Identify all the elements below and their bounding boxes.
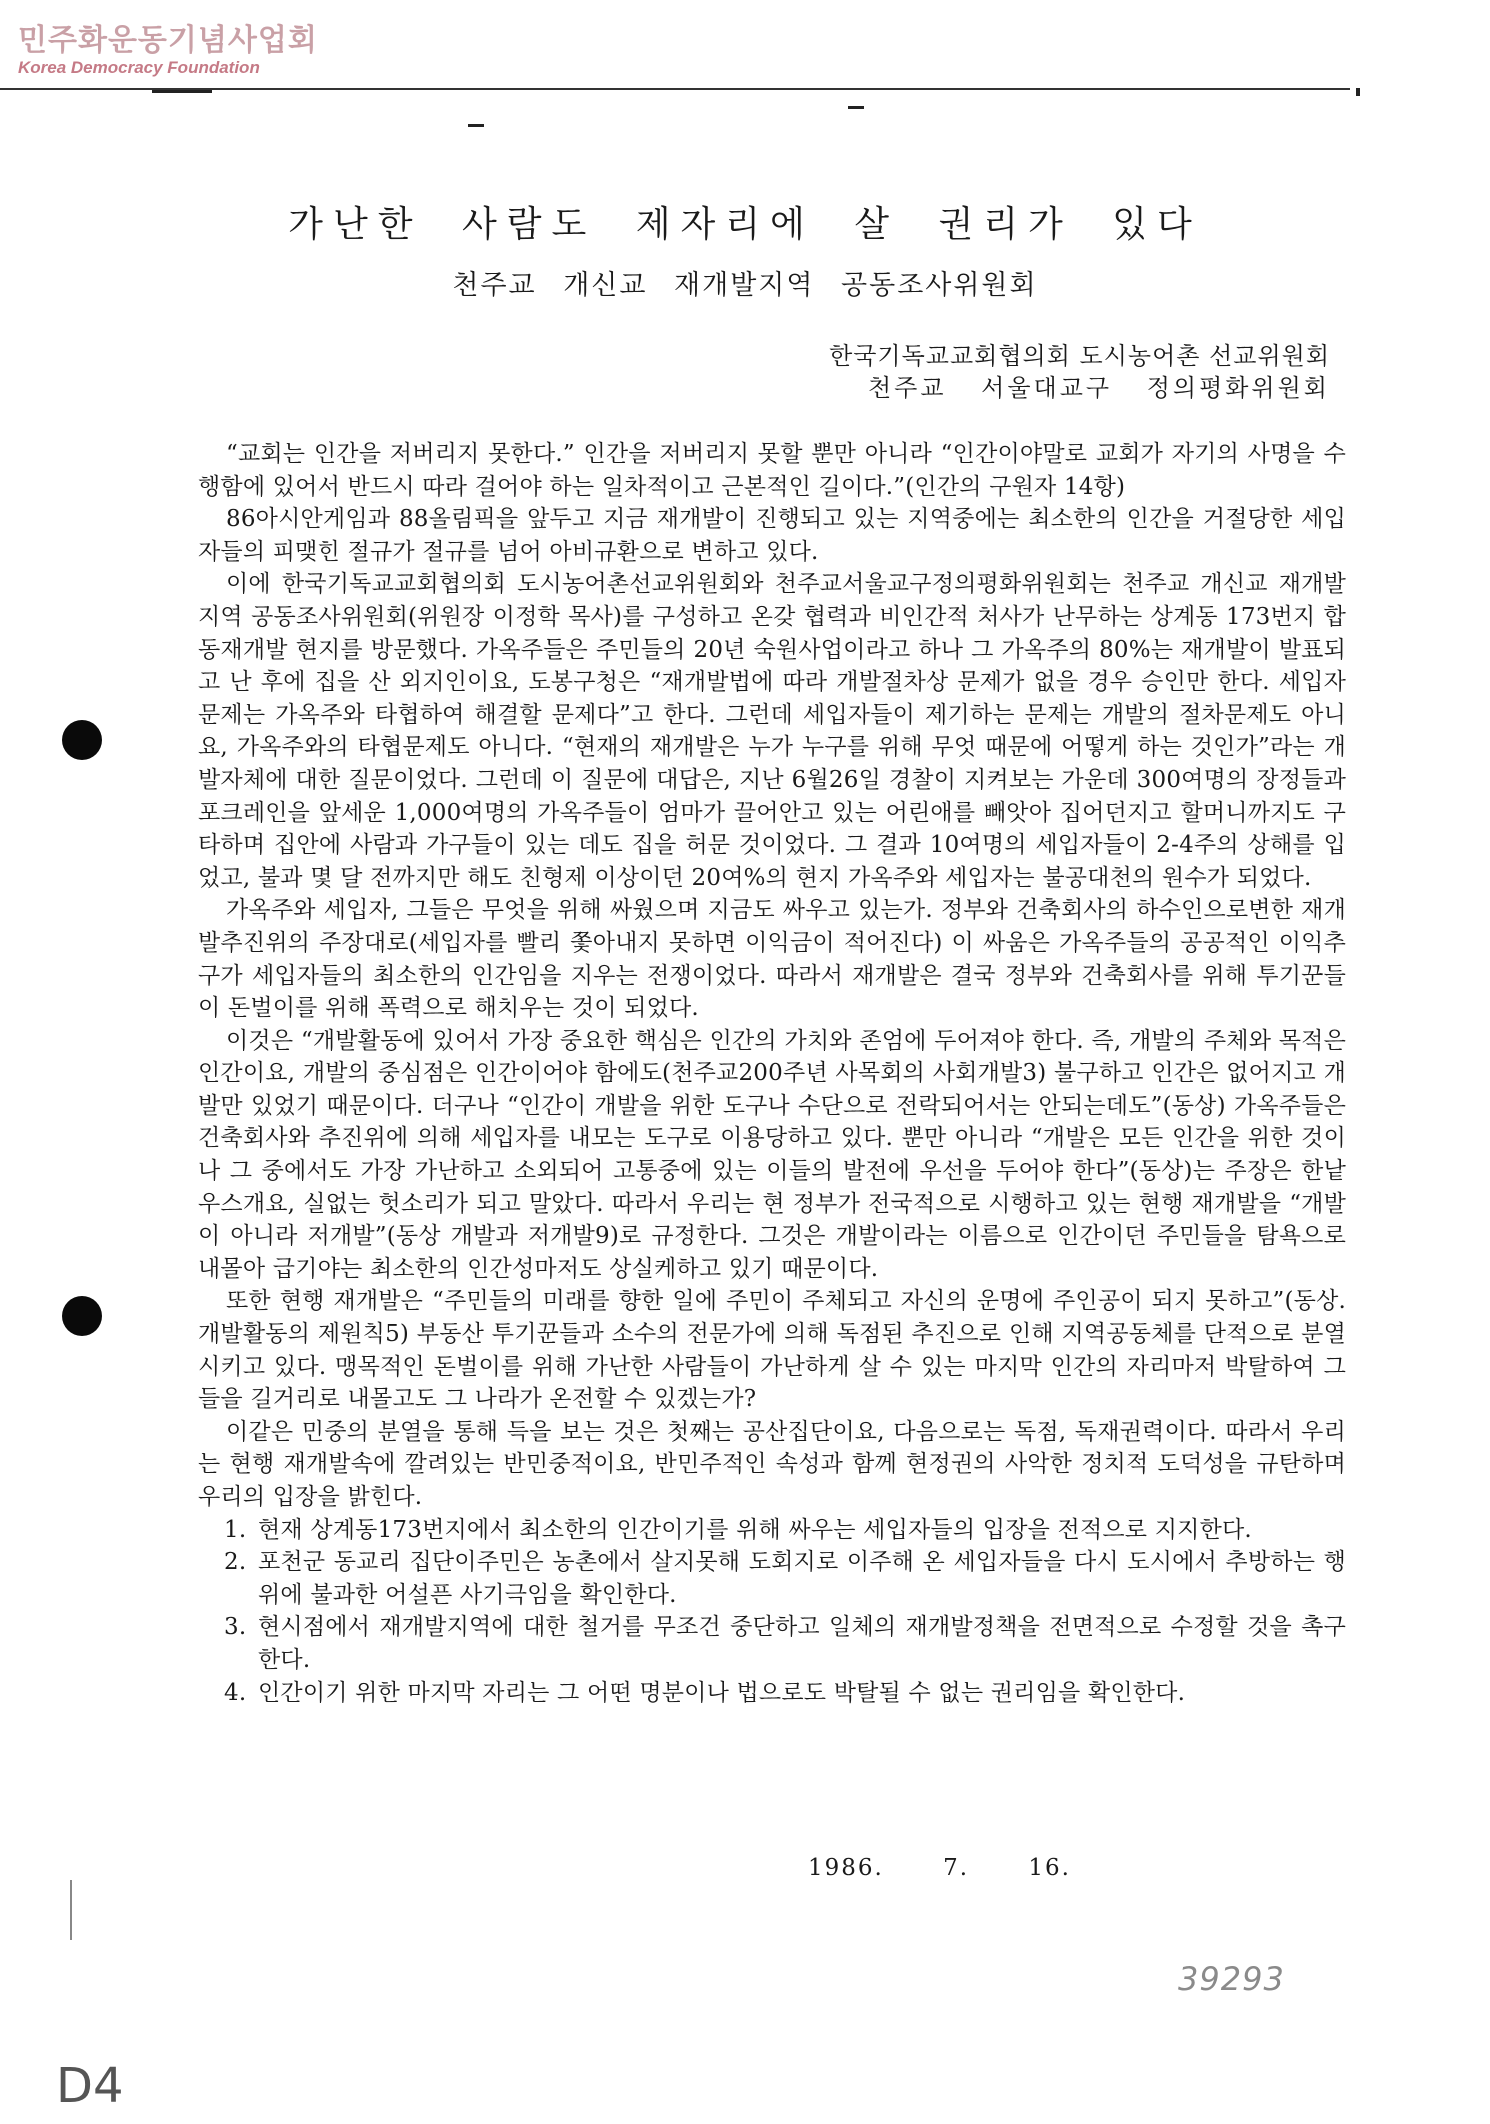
scan-edge-mark — [70, 1880, 72, 1940]
handwritten-corner-mark: D4 — [56, 2058, 124, 2114]
resolution-item — [198, 1677, 1346, 1710]
resolution-number: 1. — [224, 1516, 247, 1543]
punch-hole — [62, 1296, 102, 1336]
resolution-number: 3. — [224, 1614, 247, 1641]
watermark-english: Korea Democracy Foundation — [18, 58, 260, 77]
paragraph: 86아시안게임과 88올림픽을 앞두고 지금 재개발이 진행되고 있는 지역중에는 최소한의 인간을 거절당한 세입자들의 피맺힌 절규가 절규를 넘어 아비규환으로 변하고 있다. — [198, 506, 1346, 565]
resolution-number: 2. — [224, 1549, 247, 1576]
organization-line: 천주교 서울대교구 정의평화위원회 — [867, 374, 1330, 402]
watermark — [18, 24, 318, 78]
paragraph: “교회는 인간을 저버리지 못한다.” 인간을 저버리지 못할 뿐만 아니라 “인간이야말로 교회가 자기의 사명을 수행함에 있어서 반드시 따라 걸어야 하는 일차적이고 근본적인 길이다.”(인간의 구원자 14항) — [198, 441, 1346, 500]
scan-mark — [468, 124, 484, 127]
resolution-item — [198, 1611, 1346, 1676]
resolution-text: 현재 상계동173번지에서 최소한의 인간이기를 위해 싸우는 세입자들의 입장을 전적으로 지지한다. — [258, 1516, 1252, 1543]
document-title: 가난한 사람도 제자리에 살 권리가 있다 — [288, 204, 1202, 245]
scan-mark — [1356, 88, 1360, 96]
paragraph: 또한 현행 재개발은 “주민들의 미래를 향한 일에 주민이 주체되고 자신의 운명에 주인공이 되지 못하고”(동상. 개발활동의 제원칙5) 부동산 투기꾼들과 소수의 전문가에 의해 독점된 추진으로 인해 지역공동체를 단적으로 분열시키고 있다. 맹목적인 돈벌이를 위해 가난한 사람들이 가난하게 살 수 있는 마지막 인간의 자리마저 박탈하여 그들을 길거리로 내몰고도 그 나라가 온전할 수 있겠는가? — [198, 1288, 1346, 1413]
paragraph: 이같은 민중의 분열을 통해 득을 보는 것은 첫째는 공산집단이요, 다음으로는 독점, 독재권력이다. 따라서 우리는 현행 재개발속에 깔려있는 반민중적이요, 반민주적인 속성과 함께 현정권의 사악한 정치적 도덕성을 규탄하며 우리의 입장을 밝힌다. — [198, 1418, 1346, 1510]
scan-mark — [152, 90, 212, 93]
handwritten-archive-number: 39293 — [1178, 1960, 1285, 1998]
resolution-text: 포천군 동교리 집단이주민은 농촌에서 살지못해 도회지로 이주해 온 세입자들을 다시 도시에서 추방하는 행위에 불과한 어설픈 사기극임을 확인한다. — [258, 1549, 1346, 1608]
paragraph: 이것은 “개발활동에 있어서 가장 중요한 핵심은 인간의 가치와 존엄에 두어져야 한다. 즉, 개발의 주체와 목적은 인간이요, 개발의 중심점은 인간이어야 함에도(천주교200주년 사목회의 사회개발3) 불구하고 인간은 없어지고 개발만 있었기 때문이다. 더구나 “인간이 개발을 위한 도구나 수단으로 전락되어서는 안되는데도”(동상) 가옥주들은 건축회사와 추진위에 의해 세입자를 내모는 도구로 이용당하고 있다. 뿐만 아니라 “개발은 모든 인간을 위한 것이나 그 중에서도 가장 가난하고 소외되어 고통중에 있는 이들의 발전에 우선을 두어야 한다”(동상)는 주장은 한낱 우스개요, 실없는 헛소리가 되고 말았다. 따라서 우리는 현 정부가 전국적으로 시행하고 있는 현행 재개발을 “개발이 아니라 저개발”(동상 개발과 저개발9)로 규정한다. 그것은 개발이라는 이름으로 인간이던 주민들을 탐욕으로 내몰아 급기야는 최소한의 인간성마저도 상실케하고 있기 때문이다. — [198, 1027, 1346, 1282]
document-subtitle: 천주교 개신교 재개발지역 공동조사위원회 — [452, 270, 1038, 301]
resolution-list — [198, 1514, 1346, 1710]
watermark-korean: 민주화운동기념사업회 — [18, 23, 318, 58]
punch-hole — [62, 720, 102, 760]
document-date: 1986. 7. 16. — [808, 1855, 1071, 1881]
resolution-text: 인간이기 위한 마지막 자리는 그 어떤 명분이나 법으로도 박탈될 수 없는 권리임을 확인한다. — [258, 1679, 1186, 1706]
paragraph: 가옥주와 세입자, 그들은 무엇을 위해 싸웠으며 지금도 싸우고 있는가. 정부와 건축회사의 하수인으로변한 재개발추진위의 주장대로(세입자를 빨리 쫓아내지 못하면 이익금이 적어진다) 이 싸움은 가옥주들의 공공적인 이익추구가 세입자들의 최소한의 인간임을 지우는 전쟁이었다. 따라서 재개발은 결국 정부와 건축회사를 위해 투기꾼들이 돈벌이를 위해 폭력으로 해치우는 것이 되었다. — [198, 897, 1346, 1022]
resolution-number: 4. — [224, 1679, 247, 1706]
paragraph: 이에 한국기독교교회협의회 도시농어촌선교위원회와 천주교서울교구정의평화위원회는 천주교 개신교 재개발지역 공동조사위원회(위원장 이정학 목사)를 구성하고 온갖 협력과 비인간적 처사가 난무하는 상계동 173번지 합동재개발 현지를 방문했다. 가옥주들은 주민들의 20년 숙원사업이라고 하나 그 가옥주의 80%는 재개발이 발표되고 난 후에 집을 산 외지인이요, 도봉구청은 “재개발법에 따라 개발절차상 문제가 없을 경우 승인만 한다. 세입자 문제는 가옥주와 타협하여 해결할 문제다”고 한다. 그런데 세입자들이 제기하는 문제는 개발의 절차문제도 아니요, 가옥주와의 타협문제도 아니다. “현재의 재개발은 누가 누구를 위해 무엇 때문에 어떻게 하는 것인가”라는 개발자체에 대한 질문이었다. 그런데 이 질문에 대답은, 지난 6월26일 경찰이 지켜보는 가운데 300여명의 장정들과 포크레인을 앞세운 1,000여명의 가옥주들이 엄마가 끌어안고 있는 어린애를 빼앗아 집어던지고 할머니까지도 구타하며 집안에 사람과 가구들이 있는 데도 집을 허문 것이었다. 그 결과 10여명의 세입자들이 2-4주의 상해를 입었고, 불과 몇 달 전까지만 해도 친형제 이상이던 20여%의 현지 가옥주와 세입자는 불공대천의 원수가 되었다. — [198, 571, 1346, 891]
scan-mark — [848, 106, 864, 109]
document-body — [198, 438, 1346, 1709]
resolution-text: 현시점에서 재개발지역에 대한 철거를 무조건 중단하고 일체의 재개발정책을 전면적으로 수정할 것을 촉구한다. — [258, 1614, 1346, 1673]
organization-line: 한국기독교교회협의회 도시농어촌 선교위원회 — [829, 342, 1330, 370]
resolution-item — [198, 1514, 1346, 1547]
resolution-item — [198, 1546, 1346, 1611]
